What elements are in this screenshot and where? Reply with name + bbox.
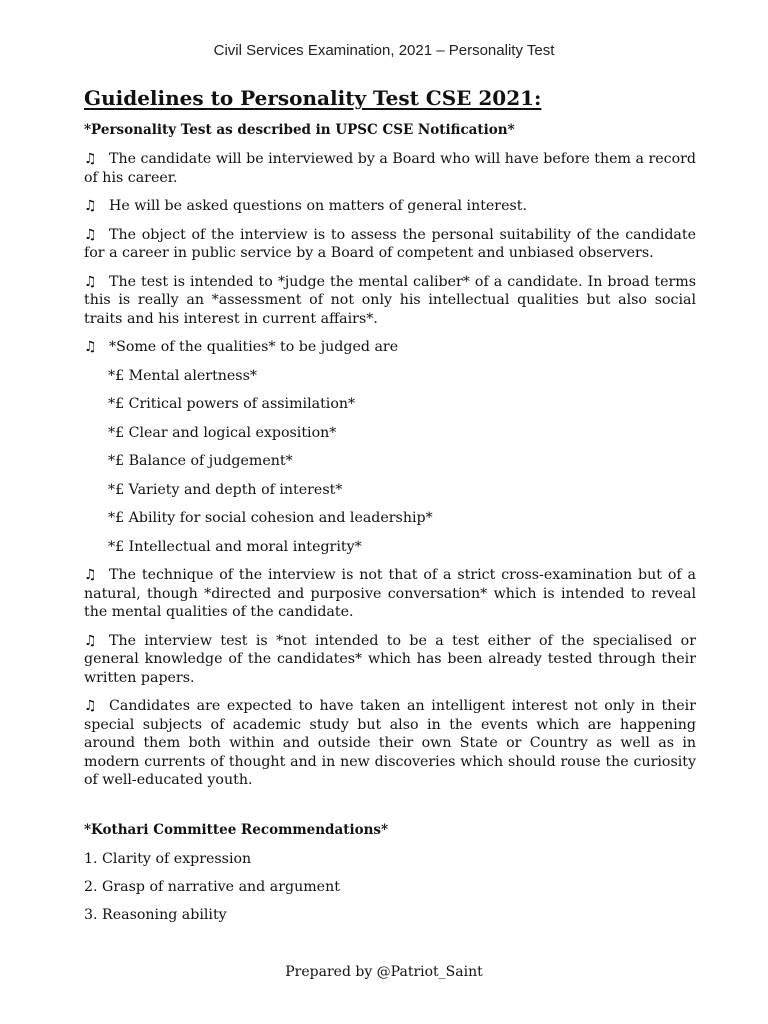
music-note-icon: ♫	[84, 151, 97, 167]
quality-item: *£ Ability for social cohesion and leadership*	[108, 510, 433, 526]
guideline-paragraph: ♫ The technique of the interview is not that of a strict cross-examination but of a natural, though *directed and purposive conversation* which is intended to reveal the mental qualities of the candidate.	[84, 567, 696, 620]
kothari-list	[84, 850, 340, 934]
quality-item: *£ Critical powers of assimilation*	[108, 396, 356, 412]
qualities-list	[84, 367, 696, 557]
quality-item: *£ Clear and logical exposition*	[108, 424, 337, 441]
music-note-icon: ♫	[84, 698, 97, 714]
guideline-paragraph: ♫ He will be asked questions on matters of general interest.	[84, 198, 527, 214]
kothari-item: 2. Grasp of narrative and argument	[84, 879, 340, 895]
quality-item: *£ Variety and depth of interest*	[108, 481, 343, 498]
kothari-heading: *Kothari Committee Recommendations*	[84, 822, 389, 838]
guideline-paragraph: ♫ The object of the interview is to assess the personal suitability of the candidate for a career in public service by a Board of competent and unbiased observers.	[84, 226, 696, 261]
music-note-icon: ♫	[84, 226, 97, 243]
quality-item: *£ Intellectual and moral integrity*	[108, 538, 362, 555]
music-note-icon: ♫	[84, 273, 97, 290]
guideline-paragraph: ♫ Candidates are expected to have taken an intelligent interest not only in their special subjects of academic study but also in the events which are happening around them both within and outside their own State or Country as well as in modern currents of thought and in new discoveries which should rouse the curiosity of well-educated youth.	[84, 698, 696, 788]
music-note-icon: ♫	[84, 198, 97, 214]
kothari-item: 3. Reasoning ability	[84, 907, 227, 923]
music-note-icon: ♫	[84, 567, 97, 583]
quality-item: *£ Mental alertness*	[108, 367, 257, 384]
section-subtitle: *Personality Test as described in UPSC CSE Notification*	[84, 122, 515, 138]
guideline-paragraph: ♫ The test is intended to *judge the mental caliber* of a candidate. In broad terms this is really an *assessment of not only his intellectual qualities but also social traits and his interest in current affairs*.	[84, 273, 696, 327]
music-note-icon: ♫	[84, 632, 97, 649]
kothari-item: 1. Clarity of expression	[84, 851, 252, 867]
page-title: Guidelines to Personality Test CSE 2021:	[84, 86, 542, 110]
guideline-paragraph: ♫ The interview test is *not intended to be a test either of the specialised or general knowledge of the candidates* which has been already tested through their written papers.	[84, 632, 696, 686]
guideline-paragraph: ♫ The candidate will be interviewed by a Board who will have before them a record of his career.	[84, 151, 696, 186]
page-header: Civil Services Examination, 2021 – Personality Test	[213, 42, 555, 59]
page-footer: Prepared by @Patriot_Saint	[285, 964, 483, 980]
guideline-paragraph: ♫ *Some of the qualities* to be judged are	[84, 339, 399, 355]
guidelines-body	[84, 150, 696, 800]
quality-item: *£ Balance of judgement*	[108, 453, 293, 469]
music-note-icon: ♫	[84, 339, 97, 355]
